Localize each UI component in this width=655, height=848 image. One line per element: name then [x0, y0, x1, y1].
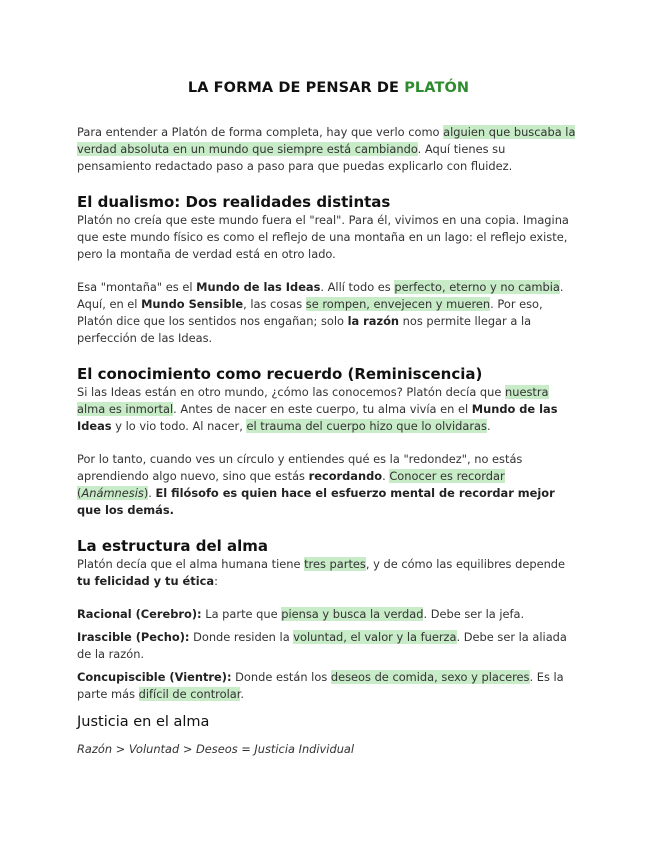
highlight: el trauma del cuerpo hizo que lo olvidaras: [246, 419, 487, 433]
text: . Antes de nacer en este cuerpo, tu alma vivía en el: [173, 402, 472, 416]
text: . Por eso, Platón dice que los sentidos nos engañan; solo: [77, 297, 543, 328]
dualismo-paragraph-2: [77, 279, 580, 347]
alma-concupiscible: [77, 669, 580, 703]
highlight: piensa y busca la verdad: [281, 607, 424, 621]
intro-highlight: alguien que buscaba la verdad absoluta en un mundo que siempre está cambiando: [77, 125, 576, 156]
text: Por lo tanto, cuando ves un círculo y entiendes qué es la "redondez", no estás aprendiendo algo nuevo, sino que estás: [77, 452, 523, 483]
heading-dualismo: El dualismo: Dos realidades distintas: [77, 193, 391, 211]
conocimiento-paragraph-1: [77, 384, 580, 435]
bold-text: Mundo de las Ideas: [77, 402, 558, 433]
text: La parte que: [201, 607, 282, 621]
title-accent: PLATÓN: [404, 80, 470, 96]
text: y lo vio todo. Al nacer,: [111, 419, 247, 433]
text: nos permite llegar a la perfección de las Ideas.: [77, 314, 532, 345]
alma-paragraph-1: [77, 556, 580, 590]
text: :: [214, 574, 218, 588]
text: . Debe ser la jefa.: [423, 607, 525, 621]
bold-text: tu felicidad y tu ética: [77, 574, 215, 588]
bold-text: El filósofo es quien hace el esfuerzo mental de recordar mejor que los demás.: [77, 486, 555, 517]
text: , y de cómo las equilibres depende: [365, 557, 566, 571]
document-content: [77, 78, 580, 758]
italic-text: Anámnesis: [81, 486, 144, 500]
dualismo-paragraph-1: Platón no creía que este mundo fuera el "real". Para él, vivimos en una copia. Imagina que este mundo físico es como el reflejo de una montaña en un lago: el reflejo existe, pero la montaña de verdad está en otro lado.: [77, 213, 569, 261]
highlight: perfecto, eterno y no cambia: [394, 280, 560, 294]
text: ): [143, 486, 149, 500]
title-main: LA FORMA DE PENSAR DE: [187, 80, 405, 96]
bold-text: recordando: [308, 469, 383, 483]
text: . Debe ser la aliada de la razón.: [77, 630, 567, 661]
text: Conocer es recordar (: [77, 469, 505, 500]
highlight: deseos de comida, sexo y placeres: [330, 670, 530, 684]
text: Donde están los: [231, 670, 331, 684]
text: Platón decía que el alma humana tiene: [77, 557, 305, 571]
text: Donde residen la: [189, 630, 294, 644]
alma-racional: [77, 606, 580, 623]
highlight: nuestra alma es inmortal: [77, 385, 549, 416]
text: Esa "montaña" es el: [77, 280, 197, 294]
heading-justicia: Justicia en el alma: [77, 714, 210, 730]
text: .: [486, 419, 491, 433]
bold-text: Racional (Cerebro):: [77, 607, 202, 621]
text: .: [148, 486, 156, 500]
conocimiento-paragraph-2: [77, 451, 580, 519]
text: .: [382, 469, 390, 483]
intro-paragraph: [77, 124, 580, 175]
text: Si las Ideas están en otro mundo, ¿cómo las conocemos? Platón decía que: [77, 385, 506, 399]
justicia-formula: Razón > Voluntad > Deseos = Justicia Individual: [77, 742, 355, 756]
intro-text: Para entender a Platón de forma completa, hay que verlo como: [77, 125, 444, 139]
text: . Aquí, en el: [77, 280, 564, 311]
page-title: [77, 78, 580, 98]
alma-irascible: [77, 629, 580, 663]
text: . Allí todo es: [320, 280, 395, 294]
text: . Es la parte más: [77, 670, 564, 701]
heading-alma: La estructura del alma: [77, 537, 269, 555]
text: .: [240, 687, 244, 701]
highlight: se rompen, envejecen y mueren: [305, 297, 491, 311]
highlight: tres partes: [304, 557, 366, 571]
bold-text: Mundo de las Ideas: [196, 280, 321, 294]
bold-text: la razón: [347, 314, 400, 328]
bold-text: Mundo Sensible: [141, 297, 244, 311]
text: , las cosas: [243, 297, 306, 311]
heading-conocimiento: El conocimiento como recuerdo (Reminiscencia): [77, 365, 483, 383]
highlight: voluntad, el valor y la fuerza: [293, 630, 457, 644]
highlight: difícil de controlar: [138, 687, 241, 701]
intro-text-end: . Aquí tienes su pensamiento redactado paso a paso para que puedas explicarlo con fluidez.: [77, 142, 513, 173]
bold-text: Irascible (Pecho):: [77, 630, 190, 644]
bold-text: Concupiscible (Vientre):: [77, 670, 232, 684]
